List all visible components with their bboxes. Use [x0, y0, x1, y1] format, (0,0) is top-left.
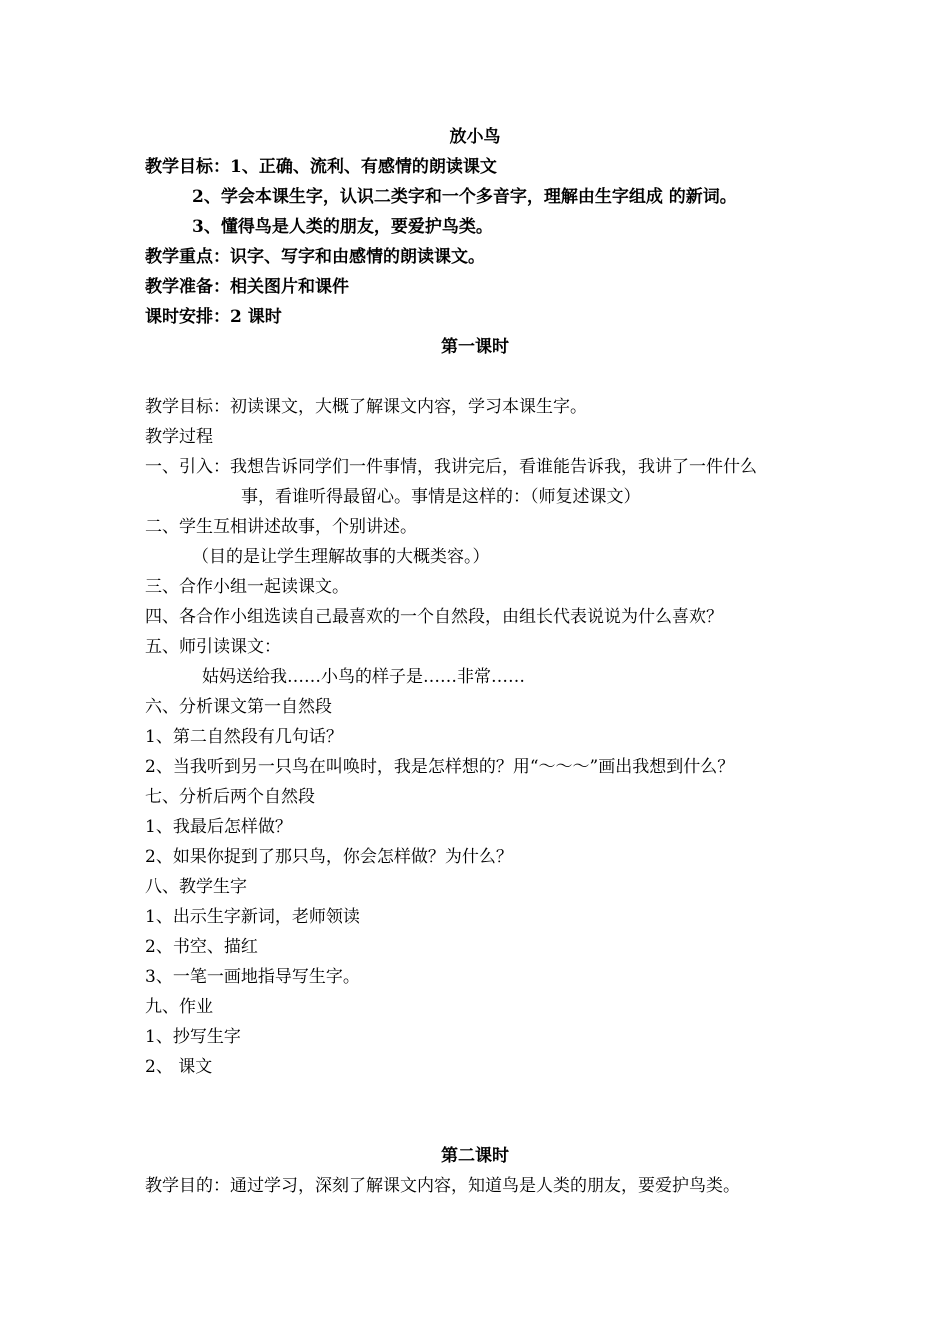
process-line: 六、分析课文第一自然段 [145, 697, 332, 717]
lesson1-heading: 第一课时 [441, 337, 509, 357]
process-line: 五、师引读课文： [145, 637, 281, 657]
process-line: 姑妈送给我……小鸟的样子是……非常…… [202, 667, 525, 687]
objective-2: 2、学会本课生字，认识二类字和一个多音字，理解由生字组成 的新词。 [192, 187, 737, 207]
process-line: 3、一笔一画地指导写生字。 [145, 967, 360, 987]
process-line: 一、引入：我想告诉同学们一件事情，我讲完后，看谁能告诉我，我讲了一件什么 [145, 457, 757, 477]
process-line: 二、学生互相讲述故事，个别讲述。 [145, 517, 417, 537]
teaching-objectives: 教学目标：1、正确、流利、有感情的朗读课文 [145, 157, 497, 177]
process-line: 三、合作小组一起读课文。 [145, 577, 349, 597]
lesson2-objective: 教学目的：通过学习，深刻了解课文内容，知道鸟是人类的朋友，要爱护鸟类。 [145, 1176, 740, 1196]
process-line: 2、如果你捉到了那只鸟，你会怎样做？为什么？ [145, 847, 513, 867]
lesson1-objective: 教学目标：初读课文，大概了解课文内容，学习本课生字。 [145, 397, 587, 417]
process-line: 2、 课文 [145, 1057, 213, 1077]
process-line: 1、出示生字新词，老师领读 [145, 907, 360, 927]
process-line: 九、作业 [145, 997, 213, 1017]
document-title: 放小鸟 [449, 127, 501, 147]
process-line: 四、各合作小组选读自己最喜欢的一个自然段，由组长代表说说为什么喜欢？ [145, 607, 723, 627]
process-line: 1、我最后怎样做？ [145, 817, 292, 837]
process-line: 事，看谁听得最留心。事情是这样的：（师复述课文） [241, 487, 641, 507]
process-line: 七、分析后两个自然段 [145, 787, 315, 807]
objective-3: 3、懂得鸟是人类的朋友，要爱护鸟类。 [192, 217, 493, 237]
process-line: 2、当我听到另一只鸟在叫唤时，我是怎样想的？用“～～～”画出我想到什么？ [145, 757, 735, 777]
process-line: 1、第二自然段有几句话？ [145, 727, 343, 747]
lesson-schedule: 课时安排：2 课时 [145, 307, 282, 327]
process-line: 八、教学生字 [145, 877, 247, 897]
lesson1-process: 教学过程 [145, 427, 213, 447]
process-line: （目的是让学生理解故事的大概类容。） [192, 547, 490, 567]
lesson2-heading: 第二课时 [441, 1146, 509, 1166]
teaching-focus: 教学重点：识字、写字和由感情的朗读课文。 [145, 247, 485, 267]
process-line: 1、抄写生字 [145, 1027, 241, 1047]
teaching-prep: 教学准备：相关图片和课件 [145, 277, 349, 297]
process-line: 2、书空、描红 [145, 937, 258, 957]
